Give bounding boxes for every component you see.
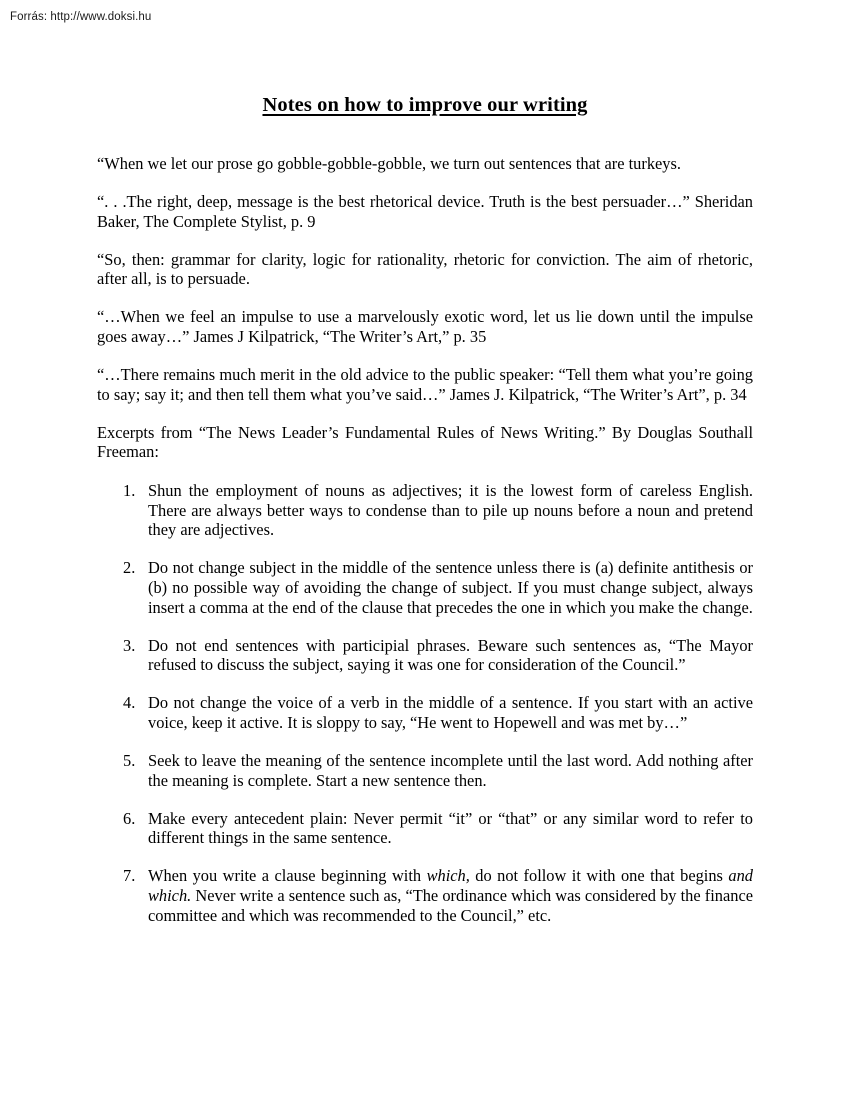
rules-list-item [97,558,753,617]
rules-list [97,481,753,925]
rule-text: Make every antecedent plain: Never permit “it” or “that” or any similar word to refer to different things in the same sentence. [148,808,753,848]
rules-list-item [97,809,753,848]
rule-text: Do not end sentences with participial phrases. Beware such sentences as, “The Mayor refused to discuss the subject, saying it was one for consideration of the Council.” [148,635,753,675]
quote-paragraph-3: “So, then: grammar for clarity, logic for rationality, rhetoric for conviction. The aim of rhetoric, after all, is to persuade. [97,249,753,289]
rules-list-item [97,693,753,732]
rules-list-item [97,481,753,540]
rule-text: Do not change subject in the middle of the sentence unless there is (a) definite antithesis or (b) no possible way of avoiding the change of subject. If you must change subject, always insert a comma at the end of the clause that precedes the one in which you make the change. [148,558,753,617]
source-url-watermark: Forrás: http://www.doksi.hu [10,11,152,23]
document-body [97,92,753,925]
emphasized-text: which, [426,866,470,886]
quote-paragraph-2: “. . .The right, deep, message is the best rhetorical device. Truth is the best persuader…” Sheridan Baker, The Complete Stylist, p. 9 [97,192,753,231]
rule-text: Shun the employment of nouns as adjectives; it is the lowest form of careless English. There are always better ways to condense than to pile up nouns before a noun and pretend they are adjectives. [148,481,753,540]
emphasized-text: and which. [148,866,753,905]
quote-paragraph-1: “When we let our prose go gobble-gobble-gobble, we turn out sentences that are turkeys. [97,154,681,173]
page-title-text: Notes on how to improve our writing [262,94,588,116]
quote-paragraph-5: “…There remains much merit in the old advice to the public speaker: “Tell them what you’re going to say; say it; and then tell them what you’ve said…” James J. Kilpatrick, “The Writer’s Art”, p. 34 [97,365,753,404]
rule-text: Seek to leave the meaning of the sentence incomplete until the last word. Add nothing after the meaning is complete. Start a new sentence then. [148,750,753,790]
page-title [97,92,753,118]
rule-text: Do not change the voice of a verb in the middle of a sentence. If you start with an active voice, keep it active. It is sloppy to say, “He went to Hopewell and was met by…” [148,693,753,732]
quote-paragraph-4: “…When we feel an impulse to use a marvelously exotic word, let us lie down until the impulse goes away…” James J Kilpatrick, “The Writer’s Art,” p. 35 [97,307,753,347]
rules-list-item [97,866,753,925]
rule-text: When you write a clause beginning with which, do not follow it with one that begins and which. Never write a sentence such as, “The ordinance which was considered by the finance committee and which was recommended to the Council,” etc. [148,866,753,925]
excerpts-intro-paragraph: Excerpts from “The News Leader’s Fundamental Rules of News Writing.” By Douglas Southall Freeman: [97,422,753,462]
rules-list-item [97,636,753,675]
rules-list-item [97,751,753,790]
